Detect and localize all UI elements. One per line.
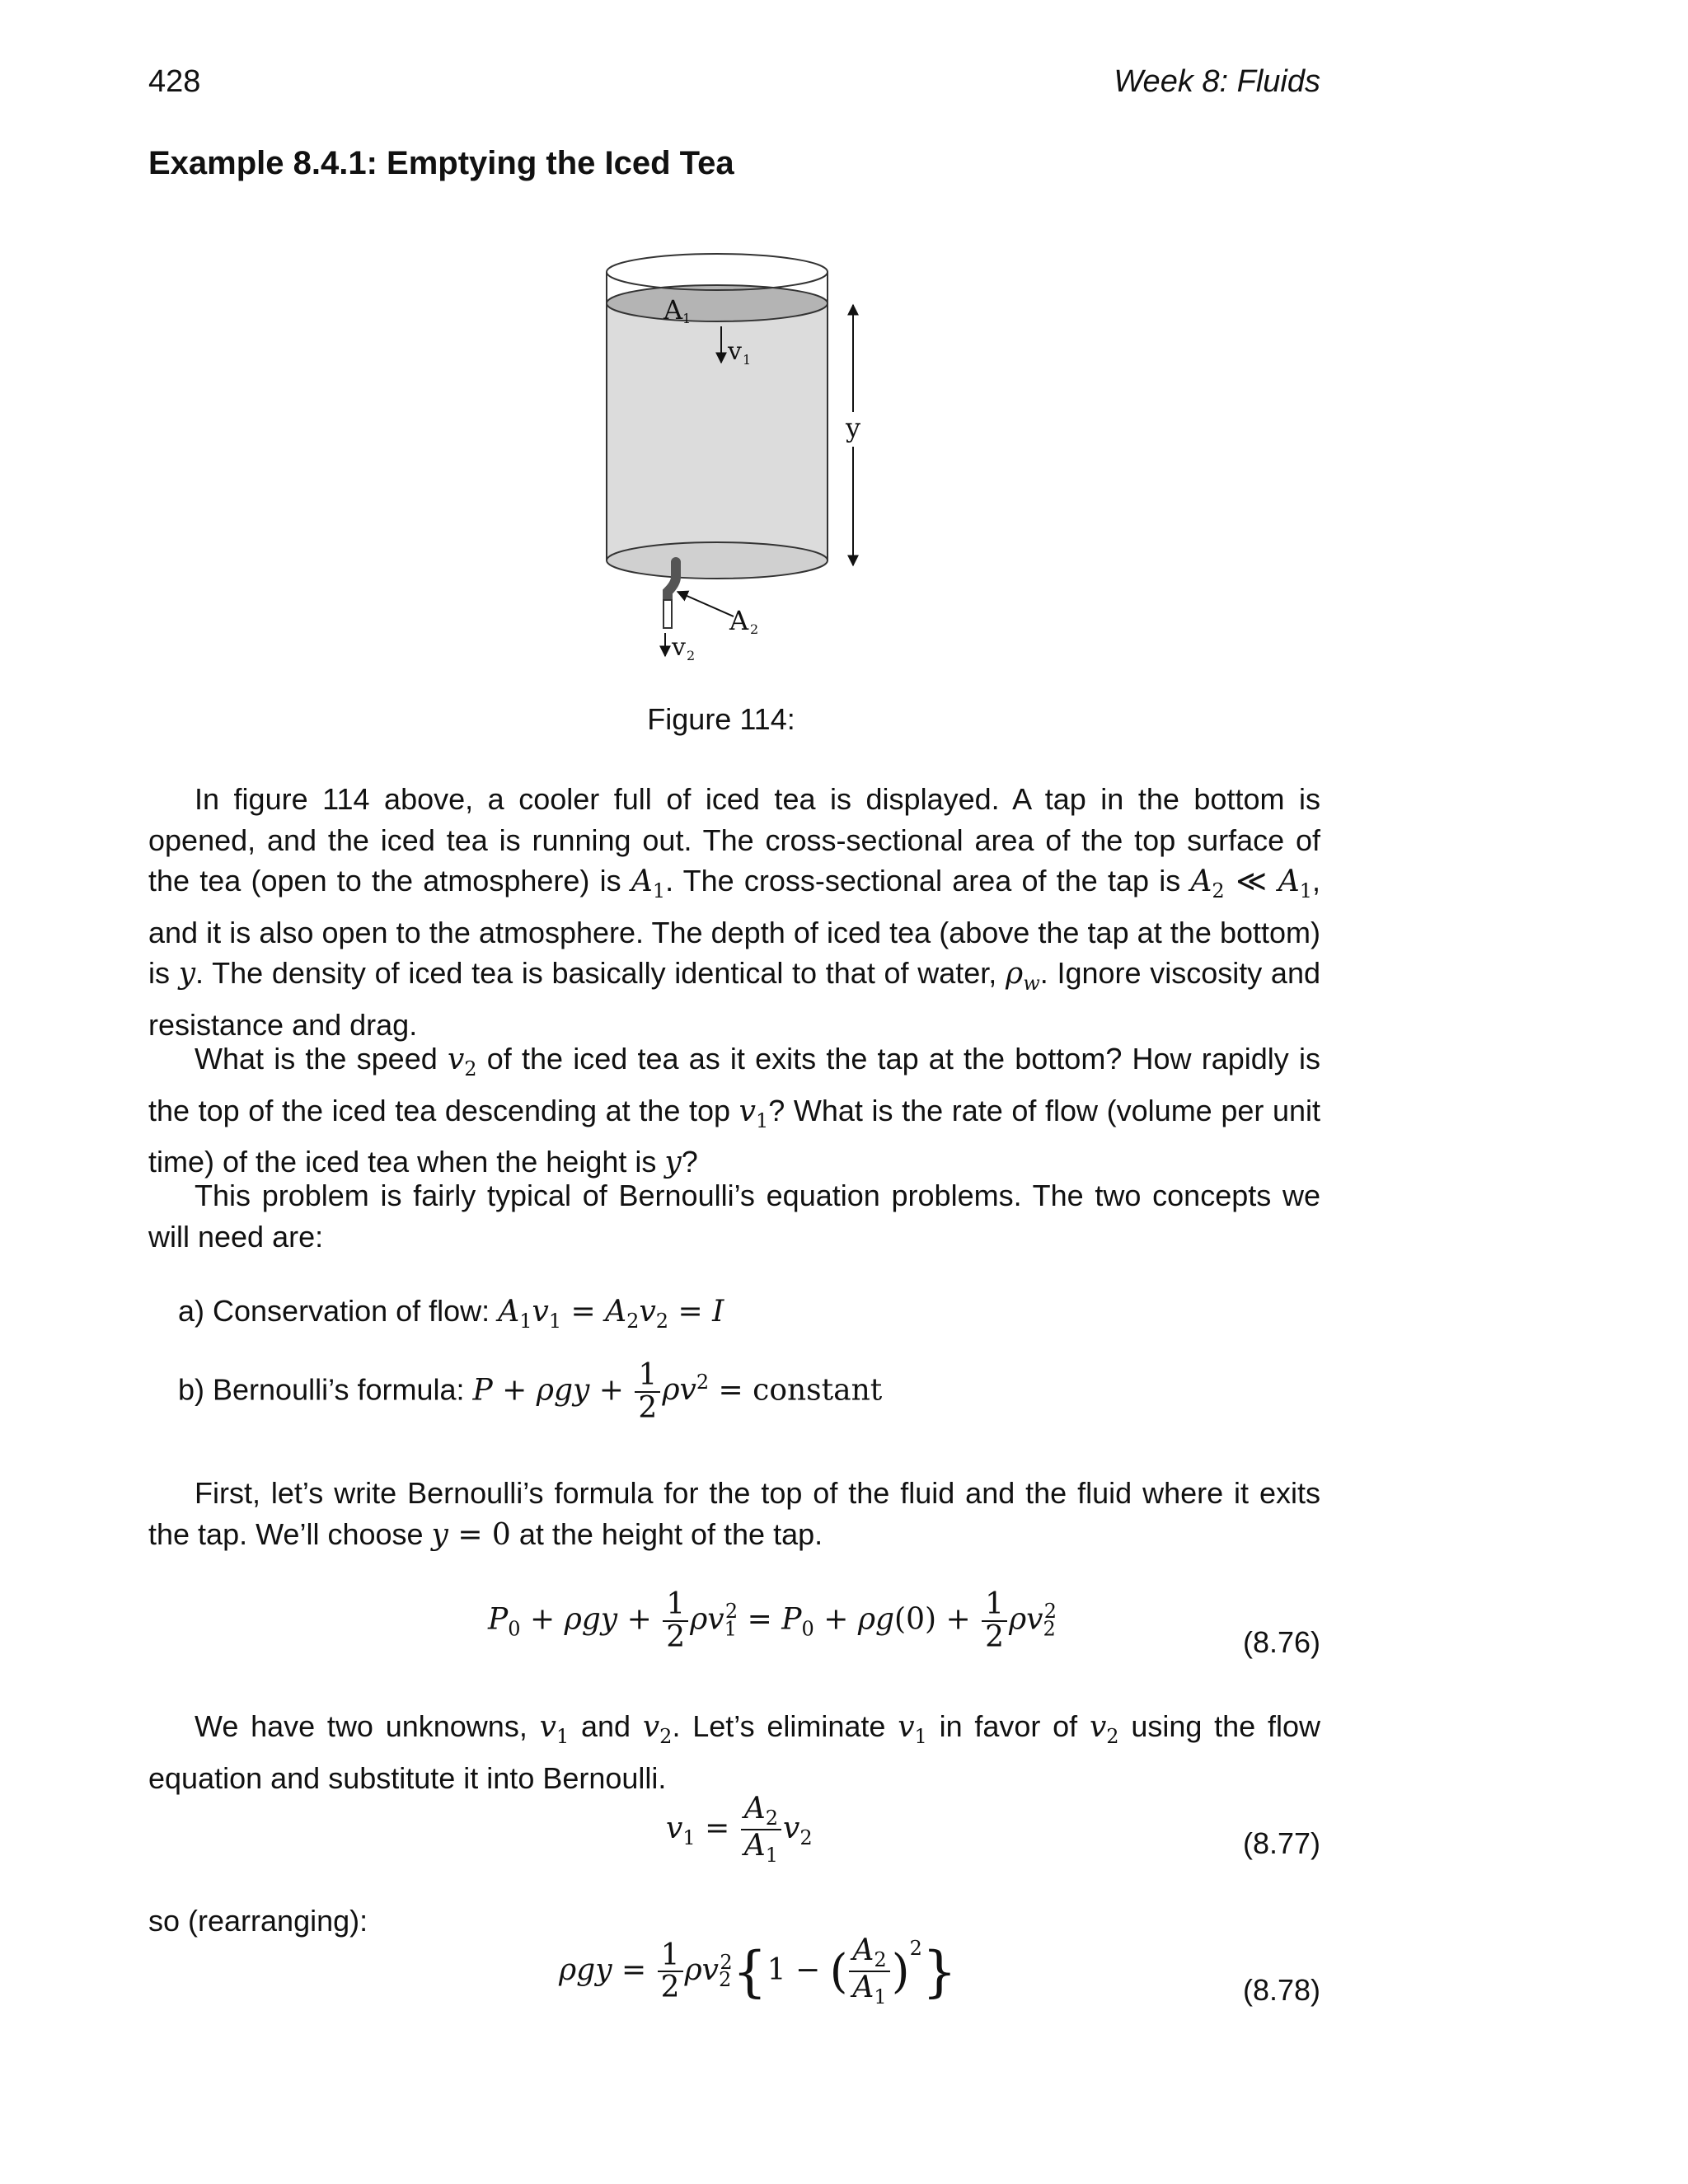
v2-subscript: 2 xyxy=(687,648,696,663)
a2-label: A xyxy=(729,605,749,636)
question-paragraph: What is the speed $v_2$ of the iced tea as it exits the tap at the bottom? How rapidly is the top of the iced tea descending at the top $v_1$? What is the rate of flow (volume per unit time) of the iced tea when the height is y? xyxy=(148,1042,1320,1180)
example-title: Example 8.4.1: Emptying the Iced Tea xyxy=(148,145,734,181)
running-head: Week 8: Fluids xyxy=(1114,64,1320,99)
y-label: y xyxy=(846,412,861,443)
page-number: 428 xyxy=(148,64,201,99)
v1-label: v xyxy=(728,337,742,366)
a2-subscript: 2 xyxy=(750,621,759,637)
concepts-paragraph: This problem is fairly typical of Bernoulli’s equation problems. The two concepts we will need are: xyxy=(148,1179,1320,1254)
a1-label: A xyxy=(663,294,683,326)
v2-label: v xyxy=(672,633,686,662)
equation-number-8-77: (8.77) xyxy=(1242,1826,1320,1860)
list-item-conservation: a) Conservation of flow: $A_1v_1 = A_2v_2 = I$ xyxy=(178,1294,724,1333)
a2-pointer xyxy=(678,592,734,616)
equation-number-8-78: (8.78) xyxy=(1242,1973,1320,2007)
intro-paragraph: In figure 114 above, a cooler full of iced tea is displayed. A tap in the bottom is opened, and the iced tea is running out. The cross-sectional area of the top surface of the tea (open to the atmosphere) is $A_1$. The cross-sectional area of the tap is $A_2$ ≪ $A_1$, and it is also open to the atmosphere. The depth of iced tea (above the tap at the bottom) is y. The density of iced tea is basically identical to that of water, $\rho_w$. Ignore viscosity and resistance and drag. xyxy=(148,782,1321,1042)
equation-number-8-76: (8.76) xyxy=(1242,1625,1320,1659)
equation-8-78: ρgy = $\frac{1}{2}$ $\rho v_2^2\{1$ − ( $\frac{A_2}{A_1}$ )$^2$} xyxy=(559,1933,957,2009)
equation-8-77: $v_1$ = $\frac{A_2}{A_1}$ $v_2$ xyxy=(666,1792,813,1868)
a1-subscript: 1 xyxy=(682,311,692,326)
unknowns-paragraph: We have two unknowns, $v_1$ and $v_2$. Let’s eliminate $v_1$ in favor of $v_2$ using the flow equation and substitute it into Bernoulli. xyxy=(148,1709,1320,1795)
v1-subscript: 1 xyxy=(743,352,752,368)
cooler-body xyxy=(607,254,828,579)
bernoulli-setup-paragraph: First, let’s write Bernoulli’s formula for the top of the fluid and the fluid where it exits the tap. We’ll choose y = 0 at the height of the tap. xyxy=(148,1476,1320,1552)
equation-8-76: $P_0 + \rho gy$ + $\frac{1}{2}$ $\rho v_1^2 = P_0 + \rho g(0)$ + $\frac{1}{2}$ $\rho v_2^2$ xyxy=(488,1587,1057,1654)
figure-caption: Figure 114: xyxy=(647,702,795,736)
rearranging-text: so (rearranging): xyxy=(148,1904,368,1938)
list-item-bernoulli: b) Bernoulli’s formula: P + ρgy + $\frac{1}{2}$ $\rho v^2$ = constant xyxy=(178,1358,883,1425)
cooler-figure xyxy=(560,239,890,684)
